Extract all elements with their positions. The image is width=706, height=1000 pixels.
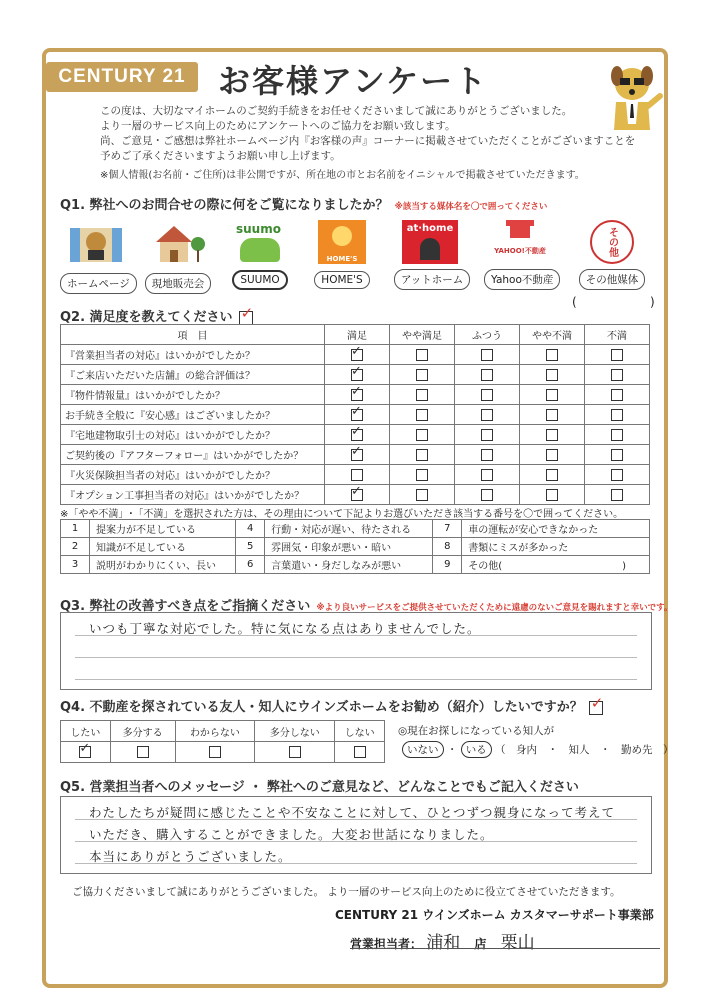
rating-checkbox[interactable] <box>481 429 493 441</box>
reasons-note: ※「やや不満」･「不満」を選択された方は、その理由について下記よりお選びいただき該当する番号を〇で囲ってください。 <box>60 509 624 520</box>
option-unsure: わからない <box>175 721 255 742</box>
rating-checkbox[interactable] <box>351 429 363 441</box>
rating-checkbox[interactable] <box>416 369 428 381</box>
rating-cell <box>325 385 390 405</box>
reason-number[interactable]: 9 <box>433 556 462 574</box>
media-yahoo[interactable] <box>484 220 556 290</box>
rating-cell <box>455 485 520 505</box>
reason-number[interactable]: 4 <box>236 520 265 538</box>
reason-number[interactable]: 8 <box>433 538 462 556</box>
rating-checkbox[interactable] <box>611 449 623 461</box>
rating-cell <box>390 425 455 445</box>
rating-checkbox[interactable] <box>611 389 623 401</box>
q2-label: Q2. 満足度を教えてください <box>60 310 233 325</box>
reason-row <box>61 538 650 556</box>
q5-heading: Q5. 営業担当者へのメッセージ ・ 弊社へのご意見など、どんなことでもご記入ください <box>60 780 579 795</box>
page-title: お客様アンケート <box>218 62 489 100</box>
q5-answer-line-2: いただき、購入することができました。大変お世話になりました。 <box>89 827 494 842</box>
header-very-satisfied: 満足 <box>325 325 390 345</box>
reason-number[interactable]: 7 <box>433 520 462 538</box>
rating-checkbox[interactable] <box>416 449 428 461</box>
rating-cell <box>390 365 455 385</box>
store-name: 浦和 <box>426 933 461 953</box>
satisfaction-item: ご契約後の『アフターフォロー』はいかがでしたか？ <box>61 445 325 465</box>
satisfaction-item: 『火災保険担当者の対応』はいかがでしたか？ <box>61 465 325 485</box>
q4-checked-icon <box>589 701 603 715</box>
rating-cell <box>455 445 520 465</box>
reason-text[interactable]: 説明がわかりにくい、長い <box>90 556 236 574</box>
recommend-cell <box>335 742 385 763</box>
q2-heading <box>60 306 253 325</box>
satisfaction-row <box>61 465 650 485</box>
satisfaction-table <box>60 324 650 505</box>
athome-logo-text: at·home <box>406 223 454 234</box>
q1-label: Q1. 弊社へのお問合せの際に何をご覧になりましたか？ <box>60 198 389 213</box>
rating-cell <box>325 345 390 365</box>
rating-checkbox[interactable] <box>481 389 493 401</box>
satisfaction-item: 『営業担当者の対応』はいかがでしたか？ <box>61 345 325 365</box>
header-very-dissatisfied: 不満 <box>585 325 650 345</box>
homes-logo-icon <box>318 220 366 264</box>
recommend-checkbox[interactable] <box>354 746 366 758</box>
rating-checkbox[interactable] <box>546 449 558 461</box>
rating-cell <box>390 465 455 485</box>
recommend-cell <box>110 742 175 763</box>
rating-cell <box>390 445 455 465</box>
q3-answer-box[interactable] <box>60 612 652 690</box>
rating-checkbox[interactable] <box>416 489 428 501</box>
rating-cell <box>520 465 585 485</box>
rating-cell <box>325 365 390 385</box>
intro-line: 予めご了承くださいますようお願い申し上げます。 <box>100 150 341 162</box>
rating-checkbox[interactable] <box>611 429 623 441</box>
rating-checkbox[interactable] <box>416 469 428 481</box>
rating-cell <box>390 405 455 425</box>
rating-cell <box>585 385 650 405</box>
option-no: しない <box>335 721 385 742</box>
rating-cell <box>585 425 650 445</box>
rating-cell <box>455 385 520 405</box>
reason-number[interactable]: 2 <box>61 538 90 556</box>
rating-checkbox[interactable] <box>481 349 493 361</box>
suumo-logo-text: suumo <box>236 222 281 236</box>
rating-checkbox[interactable] <box>481 489 493 501</box>
option-none[interactable]: いない <box>402 741 444 758</box>
reason-text[interactable]: 提案力が不足している <box>90 520 236 538</box>
reason-text[interactable]: 言葉遣い・身だしなみが悪い <box>265 556 433 574</box>
answer-line <box>75 679 637 680</box>
company-signature: CENTURY 21 ウインズホーム カスタマーサポート事業部 <box>335 908 654 922</box>
house-icon <box>150 220 206 264</box>
media-label-suumo: SUUMO <box>232 270 287 290</box>
recommend-checkbox[interactable] <box>289 746 301 758</box>
media-suumo[interactable] <box>224 220 296 290</box>
rating-cell <box>520 365 585 385</box>
rating-cell <box>455 425 520 445</box>
intro-text <box>100 104 635 164</box>
recommend-checkbox-row <box>61 742 385 763</box>
media-label-athome: アットホーム <box>394 269 470 290</box>
media-open-house[interactable] <box>142 220 214 294</box>
rating-checkbox[interactable] <box>351 449 363 461</box>
rating-checkbox[interactable] <box>351 389 363 401</box>
media-athome[interactable] <box>394 220 466 290</box>
signature-line <box>350 948 660 949</box>
rating-checkbox[interactable] <box>611 489 623 501</box>
reason-text[interactable]: 行動・対応が遅い、待たされる <box>265 520 433 538</box>
rating-cell <box>325 425 390 445</box>
rating-cell <box>520 485 585 505</box>
media-options <box>60 220 660 300</box>
rating-checkbox[interactable] <box>611 469 623 481</box>
answer-line <box>75 657 637 658</box>
media-label-homes: HOME'S <box>314 271 369 289</box>
reason-text[interactable]: 雰囲気・印象が悪い・暗い <box>265 538 433 556</box>
other-stamp-icon <box>590 220 634 264</box>
store-suffix: 店 <box>474 937 487 951</box>
intro-line: この度は、大切なマイホームのご契約手続きをお任せくださいまして誠にありがとうございました。 <box>100 105 573 117</box>
rating-cell <box>325 485 390 505</box>
rating-cell <box>585 485 650 505</box>
q2-checked-icon <box>239 311 253 325</box>
satisfaction-row <box>61 445 650 465</box>
acquaintance-label: ◎現在お探しになっている知人が <box>398 725 555 737</box>
header-neutral: ふつう <box>455 325 520 345</box>
rating-checkbox[interactable] <box>481 449 493 461</box>
satisfaction-item: 『物件情報量』はいかがでしたか？ <box>61 385 325 405</box>
recommend-cell <box>61 742 111 763</box>
rating-cell <box>585 465 650 485</box>
other-stamp-text: その他 <box>606 227 618 257</box>
recommend-cell <box>175 742 255 763</box>
reason-text[interactable]: 知識が不足している <box>90 538 236 556</box>
intro-line: 尚、ご意見・ご感想は弊社ホームページ内『お客様の声』コーナーに掲載させていただくことがございますことを <box>100 135 636 147</box>
reason-row <box>61 556 650 574</box>
acquaintance-options: いない ・ いる （ 身内 ・ 知人 ・ 勤め先 ） <box>402 741 674 758</box>
rating-cell <box>455 465 520 485</box>
rating-checkbox[interactable] <box>416 409 428 421</box>
q3-label: Q3. 弊社の改善すべき点をご指摘ください <box>60 599 311 614</box>
rating-checkbox[interactable] <box>416 389 428 401</box>
media-label-open-house: 現地販売会 <box>145 273 212 294</box>
rating-checkbox[interactable] <box>351 349 363 361</box>
rating-cell <box>325 405 390 425</box>
rating-checkbox[interactable] <box>416 349 428 361</box>
yahoo-logo-icon <box>492 220 548 264</box>
reason-row <box>61 520 650 538</box>
q4-heading <box>60 696 603 715</box>
rating-cell <box>325 465 390 485</box>
satisfaction-row <box>61 425 650 445</box>
athome-logo-icon <box>402 220 458 264</box>
q3-answer-text: いつも丁寧な対応でした。特に気になる点はありませんでした。 <box>89 621 481 636</box>
rating-cell <box>585 345 650 365</box>
rating-checkbox[interactable] <box>611 409 623 421</box>
satisfaction-row <box>61 405 650 425</box>
media-label-yahoo: Yahoo不動産 <box>484 269 560 290</box>
media-other[interactable] <box>576 220 648 290</box>
recommend-checkbox[interactable] <box>209 746 221 758</box>
staff-signature <box>350 928 535 953</box>
rating-checkbox[interactable] <box>611 349 623 361</box>
media-homes[interactable] <box>306 220 378 289</box>
rating-checkbox[interactable] <box>351 489 363 501</box>
rating-checkbox[interactable] <box>546 389 558 401</box>
rating-checkbox[interactable] <box>546 409 558 421</box>
homepage-icon <box>68 220 124 264</box>
other-paren-close: ) <box>650 295 655 309</box>
yahoo-logo-text: YAHOO!不動産 <box>494 247 546 255</box>
media-label-homepage: ホームページ <box>60 273 137 294</box>
rating-cell <box>455 405 520 425</box>
q5-answer-line-3: 本当にありがとうございました。 <box>89 849 292 864</box>
rating-checkbox[interactable] <box>611 369 623 381</box>
option-exists[interactable]: いる <box>461 741 492 758</box>
rating-checkbox[interactable] <box>546 429 558 441</box>
option-probably-not: 多分しない <box>255 721 335 742</box>
media-homepage[interactable] <box>60 220 132 294</box>
rating-cell <box>520 405 585 425</box>
rating-cell <box>455 345 520 365</box>
rating-checkbox[interactable] <box>481 409 493 421</box>
satisfaction-row <box>61 365 650 385</box>
rating-checkbox[interactable] <box>546 489 558 501</box>
footer-thanks: ご協力くださいまして誠にありがとうございました。 より一層のサービス向上のために役立てさせていただきます。 <box>72 886 621 898</box>
rating-checkbox[interactable] <box>351 409 363 421</box>
option-want: したい <box>61 721 111 742</box>
rating-cell <box>585 445 650 465</box>
staff-name: 栗山 <box>500 933 535 953</box>
rating-cell <box>455 365 520 385</box>
recommend-checkbox[interactable] <box>137 746 149 758</box>
rating-cell <box>520 345 585 365</box>
reasons-table <box>60 519 650 574</box>
relations-text: （ 身内 ・ 知人 ・ 勤め先 ） <box>495 744 674 756</box>
rating-checkbox[interactable] <box>546 349 558 361</box>
rating-checkbox[interactable] <box>416 429 428 441</box>
q1-heading <box>60 194 547 213</box>
rating-checkbox[interactable] <box>351 369 363 381</box>
header-satisfied: やや満足 <box>390 325 455 345</box>
satisfaction-row <box>61 385 650 405</box>
header-item: 項 目 <box>61 325 325 345</box>
rating-cell <box>390 485 455 505</box>
q5-answer-line-1: わたしたちが疑問に感じたことや不安なことに対して、ひとつずつ親身になって考えて <box>89 805 616 820</box>
option-probably: 多分する <box>110 721 175 742</box>
reason-number[interactable]: 6 <box>236 556 265 574</box>
reason-text[interactable]: 車の運転が安心できなかった <box>462 520 650 538</box>
satisfaction-item: 『オプション工事担当者の対応』はいかがでしたか？ <box>61 485 325 505</box>
recommend-options-row <box>61 721 385 742</box>
reason-number[interactable]: 3 <box>61 556 90 574</box>
rating-cell <box>520 445 585 465</box>
satisfaction-item: お手続き全般に『安心感』はございましたか？ <box>61 405 325 425</box>
reason-text[interactable]: その他( ) <box>462 556 650 574</box>
rating-checkbox[interactable] <box>351 469 363 481</box>
suumo-logo-icon <box>232 220 288 264</box>
privacy-note: ※個人情報(お名前・ご住所)は非公開ですが、所在地の市とお名前をイニシャルで掲載させていただきます。 <box>100 170 585 181</box>
satisfaction-row <box>61 345 650 365</box>
q5-answer-box[interactable] <box>60 796 652 874</box>
rating-cell <box>520 425 585 445</box>
satisfaction-item: 『宅地建物取引士の対応』はいかがでしたか？ <box>61 425 325 445</box>
rating-checkbox[interactable] <box>481 469 493 481</box>
century21-logo: CENTURY 21 <box>46 62 198 92</box>
rating-cell <box>325 445 390 465</box>
recommend-checkbox[interactable] <box>79 746 91 758</box>
rating-cell <box>585 405 650 425</box>
q3-note: ※より良いサービスをご提供させていただくために遠慮のないご意見を賜れますと幸いです。 <box>316 603 673 613</box>
rating-checkbox[interactable] <box>546 469 558 481</box>
intro-line: より一層のサービス向上のためにアンケートへのご協力をお願い致します。 <box>100 120 456 132</box>
header-dissatisfied: やや不満 <box>520 325 585 345</box>
rating-checkbox[interactable] <box>546 369 558 381</box>
staff-label: 営業担当者： <box>350 937 423 951</box>
q4-label: Q4. 不動産を探されている友人・知人にウインズホームをお勧め（紹介）したいですか？ <box>60 700 583 715</box>
other-paren-open: ( <box>572 295 577 309</box>
reason-text[interactable]: 書類にミスが多かった <box>462 538 650 556</box>
recommend-table <box>60 720 385 763</box>
rating-cell <box>585 365 650 385</box>
satisfaction-header-row <box>61 325 650 345</box>
rating-cell <box>390 385 455 405</box>
media-label-other: その他媒体 <box>579 269 646 290</box>
rating-cell <box>520 385 585 405</box>
q1-note: ※該当する媒体名を〇で囲ってください <box>394 202 548 212</box>
reason-number[interactable]: 5 <box>236 538 265 556</box>
homes-logo-text: HOME'S <box>326 255 358 263</box>
rating-checkbox[interactable] <box>481 369 493 381</box>
recommend-cell <box>255 742 335 763</box>
reason-number[interactable]: 1 <box>61 520 90 538</box>
satisfaction-row <box>61 485 650 505</box>
rating-cell <box>390 345 455 365</box>
satisfaction-item: 『ご来店いただいた店舗』の総合評価は？ <box>61 365 325 385</box>
